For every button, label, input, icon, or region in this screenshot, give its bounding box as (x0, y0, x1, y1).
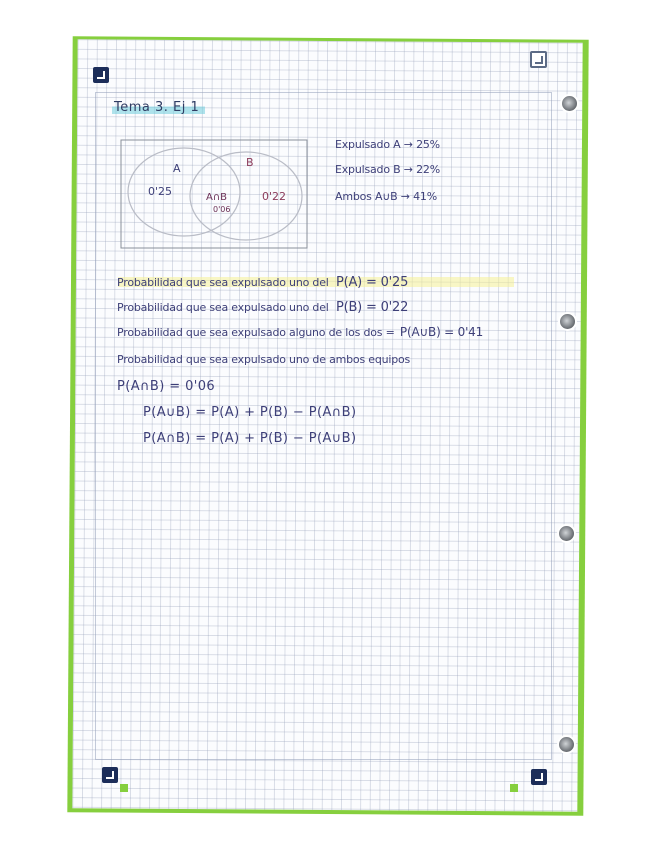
green-dot-mark (510, 784, 518, 792)
venn-label-b: B (246, 156, 254, 169)
formula-union: P(A∪B) = P(A) + P(B) − P(A∩B) (143, 405, 357, 420)
venn-value-a: 0'25 (148, 185, 173, 198)
statement-line-2 (117, 300, 408, 315)
legend-line-2: Expulsado B → 22% (335, 163, 440, 176)
corner-mark-bottom-right-icon (531, 769, 547, 785)
binder-hole-icon (560, 314, 575, 329)
statement-line-4 (117, 353, 410, 366)
venn-value-b: 0'22 (262, 190, 287, 203)
legend-line-3: Ambos A∪B → 41% (335, 190, 437, 203)
corner-mark-top-right-icon (530, 51, 547, 68)
corner-mark-bottom-left-icon (102, 767, 118, 783)
binder-hole-icon (559, 737, 574, 752)
statement-formula: P(A∪B) = 0'41 (399, 325, 484, 339)
venn-intersection-label: A∩B (206, 192, 228, 203)
formula-intersection: P(A∩B) = 0'06 (117, 379, 216, 394)
statement-formula: P(A) = 0'25 (335, 275, 409, 290)
page-title: Tema 3. Ej 1 (112, 100, 205, 115)
legend-line-1: Expulsado A → 25% (335, 138, 440, 151)
statement-formula: P(B) = 0'22 (335, 300, 409, 315)
venn-diagram (120, 138, 320, 254)
binder-hole-icon (559, 526, 574, 541)
statement-line-3 (117, 325, 483, 339)
statement-text: Probabilidad que sea expulsado uno de ambos equipos (117, 353, 411, 366)
venn-intersection-value: 0'06 (213, 205, 231, 214)
formula-intersection-derived: P(A∩B) = P(A) + P(B) − P(A∪B) (143, 431, 357, 446)
binder-hole-icon (562, 96, 577, 111)
green-dot-mark (120, 784, 128, 792)
corner-mark-top-left-icon (93, 67, 109, 83)
statement-text: Probabilidad que sea expulsado uno del (117, 301, 329, 314)
statement-line-1 (117, 275, 408, 290)
venn-label-a: A (173, 162, 181, 175)
statement-text: Probabilidad que sea expulsado alguno de los dos = (117, 326, 395, 339)
statement-text: Probabilidad que sea expulsado uno del (117, 276, 329, 289)
